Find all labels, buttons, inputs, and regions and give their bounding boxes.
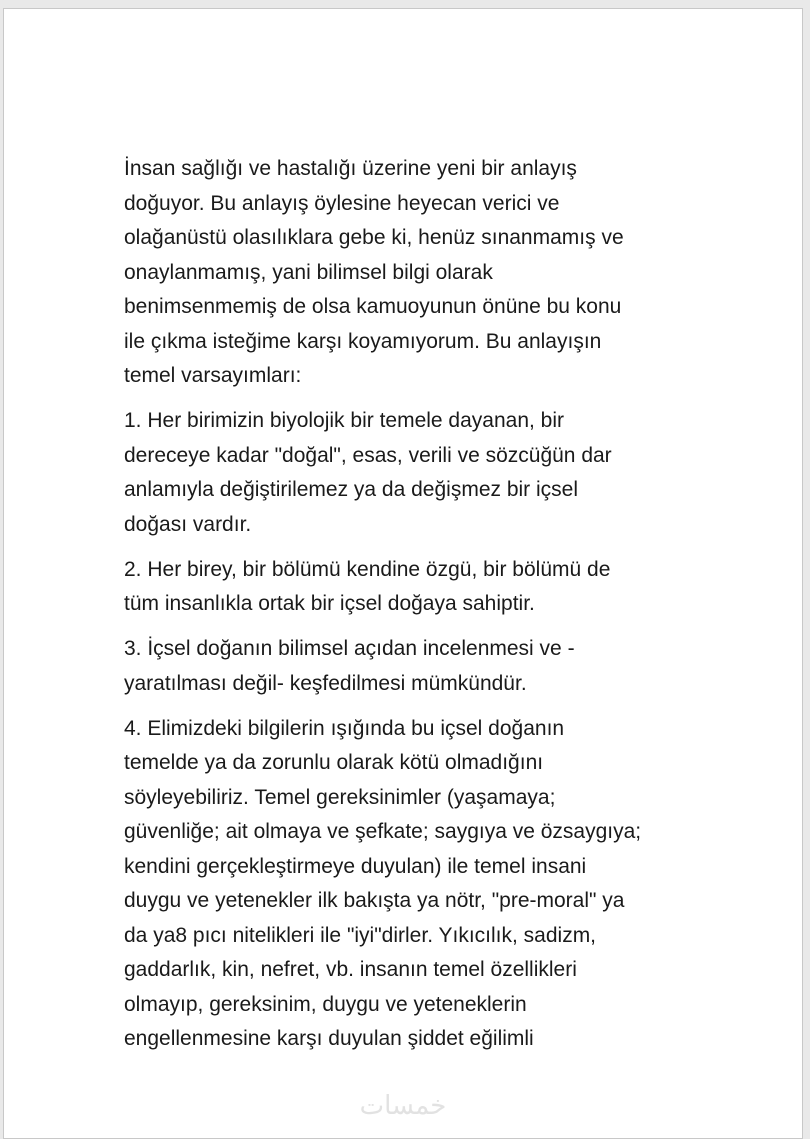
text-line: engellenmesine karşı duyulan şiddet eğilimli [124, 1027, 534, 1050]
text-line: 4. Elimizdeki bilgilerin ışığında bu içsel doğanın [124, 716, 565, 740]
text-line: duygu ve yetenekler ilk bakışta ya nötr, "pre-moral" ya [124, 889, 625, 912]
text-line: doğası vardır. [124, 512, 252, 536]
text-line: temel varsayımları: [124, 364, 302, 387]
paragraph [124, 152, 641, 394]
text-line: gaddarlık, kin, nefret, vb. insanın temel özellikleri [124, 958, 577, 981]
document-body [124, 152, 641, 1067]
document-page [3, 8, 803, 1139]
text-line: temelde ya da zorunlu olarak kötü olmadığını [124, 751, 544, 774]
text-line: güvenliğe; ait olmaya ve şefkate; saygıya ve özsaygıya; [124, 820, 642, 843]
text-line: ile çıkma isteğime karşı koyamıyorum. Bu anlayışın [124, 329, 602, 353]
text-line: olmayıp, gereksinim, duygu ve yeteneklerin [124, 992, 527, 1016]
text-line: dereceye kadar "doğal", esas, verili ve sözcüğün dar [124, 443, 612, 467]
text-line: 2. Her birey, bir bölümü kendine özgü, bir bölümü de [124, 557, 611, 581]
text-line: 1. Her birimizin biyolojik bir temele dayanan, bir [124, 409, 565, 432]
text-line: benimsenmemiş de olsa kamuoyunun önüne bu konu [124, 295, 622, 318]
text-line: söyleyebiliriz. Temel gereksinimler (yaşamaya; [124, 785, 556, 809]
text-line: yaratılması değil- keşfedilmesi mümkündür. [124, 671, 527, 695]
paragraph [124, 712, 641, 1057]
text-line: anlamıyla değiştirilemez ya da değişmez bir içsel [124, 478, 579, 501]
paragraph [124, 404, 641, 542]
paragraph [124, 632, 641, 701]
text-line: tüm insanlıkla ortak bir içsel doğaya sahiptir. [124, 592, 535, 615]
text-line: İnsan sağlığı ve hastalığı üzerine yeni bir anlayış [124, 157, 577, 180]
text-line: olağanüstü olasılıklara gebe ki, henüz sınanmamış ve [124, 226, 624, 249]
watermark-logo: خمسات [359, 1091, 447, 1121]
paragraph [124, 553, 641, 622]
text-line: da ya8 pıcı nitelikleri ile "iyi"dirler. Yıkıcılık, sadizm, [124, 923, 597, 947]
text-line: 3. İçsel doğanın bilimsel açıdan incelenmesi ve - [124, 637, 575, 660]
text-line: doğuyor. Bu anlayış öylesine heyecan verici ve [124, 191, 560, 215]
text-line: kendini gerçekleştirmeye duyulan) ile temel insani [124, 854, 587, 878]
text-line: onaylanmamış, yani bilimsel bilgi olarak [124, 260, 493, 284]
